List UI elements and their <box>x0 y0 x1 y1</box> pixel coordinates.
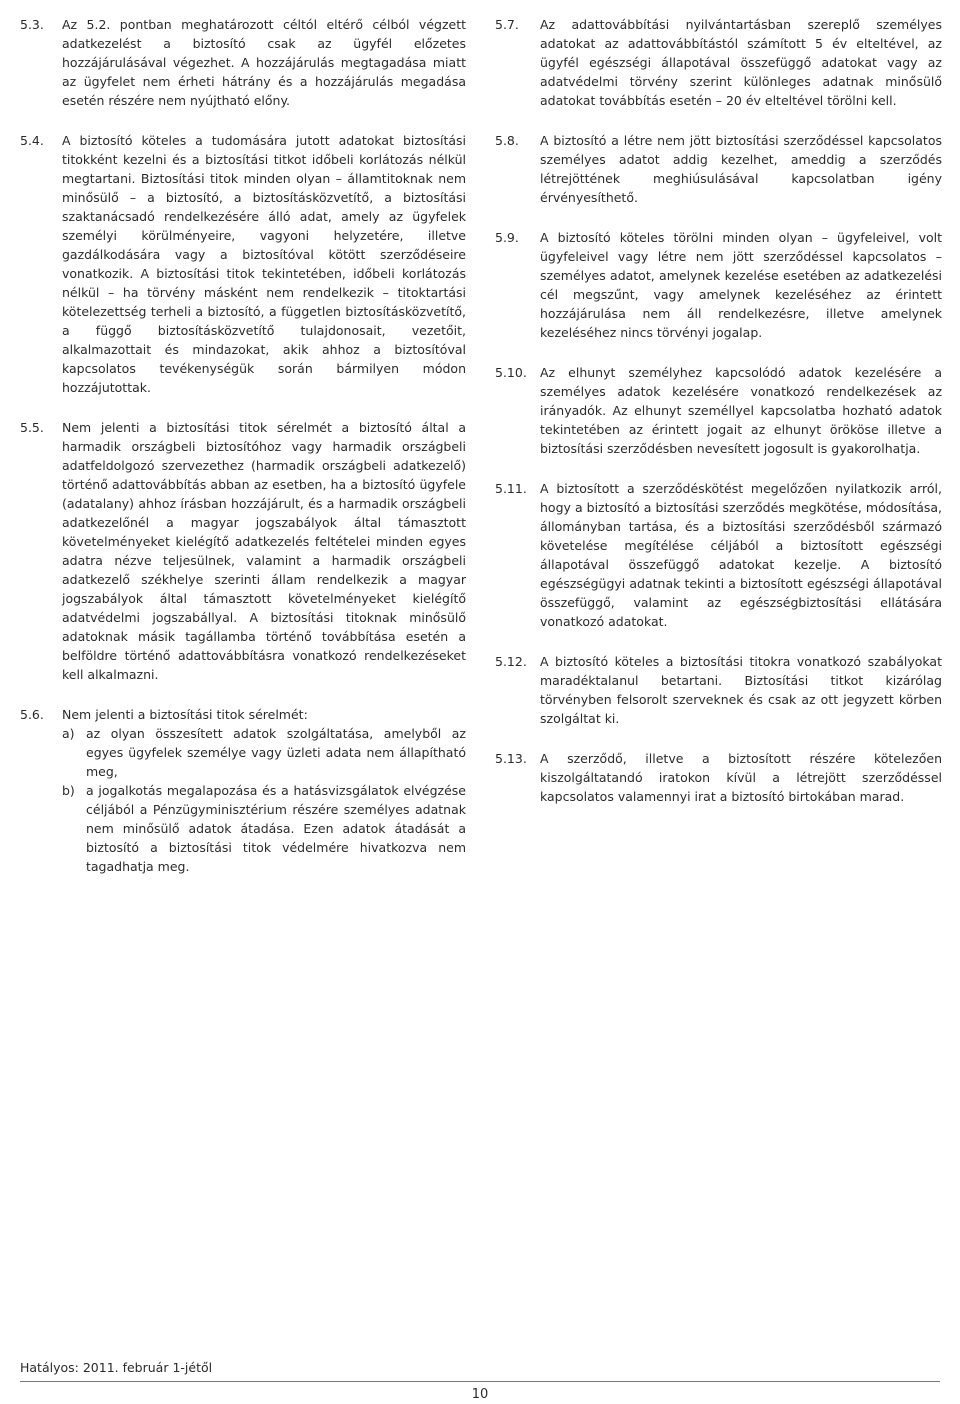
paragraph-text: A biztosító köteles a biztosítási titokra vonatkozó szabályokat maradéktalanul betartani. Biztosítási titkot kizárólag törvényben felsorolt szerveknek és csak az ott jegyzett körben szolgáltat ki. <box>540 654 942 726</box>
paragraph-number: 5.11. <box>495 481 527 496</box>
paragraph-text: A biztosító köteles a tudomására jutott adatokat biztosítási titokként kezelni és a biztosítási titkot időbeli korlátozás nélkül megtartani. Biztosítási titok minden olyan – államtitoknak nem minősülő – a biztosító, a biztosításközvetítő, a biztosítási szaktanácsadó rendelkezésére álló adat, amely az ügyfelek személyi körülményeire, vagyoni helyzetére, illetve gazdálkodására vagy a biztosítóval kötött szerződéseire vonatkozik. A biztosítási titok tekintetében, időbeli korlátozás nélkül – ha törvény másként nem rendelkezik – titoktartási kötelezettség terheli a biztosító, a független biztosításközvetítő, a függő biztosításközvetítő tulajdonosait, vezetőit, alkalmazottait és mindazokat, akik ahhoz a biztosítóval kapcsolatos tevékenységük során bármilyen módon hozzájutottak. <box>62 133 466 395</box>
item-text: az olyan összesített adatok szolgáltatása, amelyből az egyes ügyfelek személye vagy üzleti adata nem állapítható meg, <box>86 726 466 779</box>
paragraph-5-11 <box>495 479 942 631</box>
paragraph-number: 5.3. <box>20 17 44 32</box>
paragraph-number: 5.9. <box>495 230 519 245</box>
right-column <box>495 15 942 827</box>
paragraph-5-6 <box>20 705 466 876</box>
paragraph-text: Az elhunyt személyhez kapcsolódó adatok kezelésére a személyes adatok kezelésére vonatkozó rendelkezések az irányadók. Az elhunyt személlyel kapcsolatba hozható adatok tekintetében az érintett jogait az elhunyt örököse illetve a biztosítási szerződésben nevesített jogosult is gyakorolhatja. <box>540 365 942 456</box>
paragraph-body <box>62 705 466 876</box>
paragraph-text: Az 5.2. pontban meghatározott céltól eltérő célból végzett adatkezelést a biztosító csak az ügyfél előzetes hozzájárulásával végezhet. A hozzájárulás megtagadása miatt az ügyfelet nem érheti hátrány és a hozzájárulás megadása esetén részére nem nyújtható előny. <box>62 17 466 108</box>
paragraph-number: 5.7. <box>495 17 519 32</box>
paragraph-5-7 <box>495 15 942 110</box>
paragraph-text: A biztosító a létre nem jött biztosítási szerződéssel kapcsolatos személyes adatot addig kezelhet, ameddig a szerződés létrejöttének meghiúsulásával kapcsolatban igény érvényesíthető. <box>540 133 942 205</box>
page-number: 10 <box>471 1387 489 1402</box>
paragraph-text: A biztosított a szerződéskötést megelőzően nyilatkozik arról, hogy a biztosító a biztosítási szerződés megkötése, módosítása, állományban tartása, és a biztosítási szerződésből származó követelése megítélése céljából a biztosított egészségi állapotával összefüggő adatokat kezelje. A biztosító egészségügyi adatnak tekinti a biztosított egészségi állapotával összefüggő, valamint az egészségbiztosítási ellátására vonatkozó adatokat. <box>540 481 942 629</box>
paragraph-text: A szerződő, illetve a biztosított részére kötelezően kiszolgáltatandó iratokon kívül a létrejött szerződéssel kapcsolatos valamennyi irat a biztosító birtokában marad. <box>540 751 942 804</box>
footer-divider <box>20 1381 940 1382</box>
paragraph-text: A biztosító köteles törölni minden olyan – ügyfeleivel, volt ügyfeleivel vagy létre nem jött szerződéssel kapcsolatos – személyes adatot, amelynek kezelése esetében az adatkezelési cél megszűnt, vagy amelynek kezeléséhez az érintett hozzájárulása nem áll rendelkezésre, illetve amelynek kezeléséhez nincs törvényi jogalap. <box>540 230 942 340</box>
left-column <box>20 15 466 897</box>
item-letter: b) <box>62 783 75 798</box>
paragraph-number: 5.12. <box>495 654 527 669</box>
paragraph-5-9 <box>495 228 942 342</box>
paragraph-intro: Nem jelenti a biztosítási titok sérelmét: <box>62 707 308 722</box>
paragraph-number: 5.5. <box>20 420 44 435</box>
item-text: a jogalkotás megalapozása és a hatásvizsgálatok elvégzése céljából a Pénzügyminisztérium részére személyes adatnak nem minősülő adatok átadása. Ezen adatok átadását a biztosító a biztosítási titok védelmére hivatkozva nem tagadhatja meg. <box>86 783 466 874</box>
paragraph-number: 5.10. <box>495 365 527 380</box>
effective-date: Hatályos: 2011. február 1-jétől <box>20 1360 213 1375</box>
paragraph-number: 5.8. <box>495 133 519 148</box>
item-letter: a) <box>62 726 75 741</box>
paragraph-5-10 <box>495 363 942 458</box>
paragraph-number: 5.4. <box>20 133 44 148</box>
list-item <box>62 724 466 781</box>
paragraph-number: 5.6. <box>20 707 44 722</box>
paragraph-5-8 <box>495 131 942 207</box>
list-item <box>62 781 466 876</box>
paragraph-text: Nem jelenti a biztosítási titok sérelmét a biztosító által a harmadik országbeli biztosítóhoz vagy harmadik országbeli adatfeldolgozó szervezethez (harmadik országbeli adatkezelő) történő adattovábbítás abban az esetben, ha a biztosító ügyfele (adatalany) ahhoz írásban hozzájárult, és a harmadik országbeli adatkezelőnél a magyar jogszabályok által támasztott követelményeket kielégítő adatkezelés feltételei minden egyes adatra nézve teljesülnek, valamint a harmadik országbeli adatkezelő székhelye szerinti állam rendelkezik a magyar jogszabályok által támasztott követelményeket kielégítő adatvédelmi jogszabállyal. A biztosítási titoknak minősülő adatoknak másik tagállamba történő továbbítása esetén a belföldre történő adattovábbításra vonatkozó rendelkezéseket kell alkalmazni. <box>62 420 466 682</box>
paragraph-5-4 <box>20 131 466 397</box>
paragraph-5-5 <box>20 418 466 684</box>
paragraph-number: 5.13. <box>495 751 527 766</box>
paragraph-5-12 <box>495 652 942 728</box>
paragraph-5-3 <box>20 15 466 110</box>
paragraph-text: Az adattovábbítási nyilvántartásban szereplő személyes adatokat az adattovábbítástól számított 5 év elteltével, az ügyfél egészségi állapotával összefüggő adatokat vagy az adatvédelmi törvény szerint különleges adatnak minősülő adatokat továbbítás esetén – 20 év elteltével törölni kell. <box>540 17 942 108</box>
paragraph-5-13 <box>495 749 942 806</box>
